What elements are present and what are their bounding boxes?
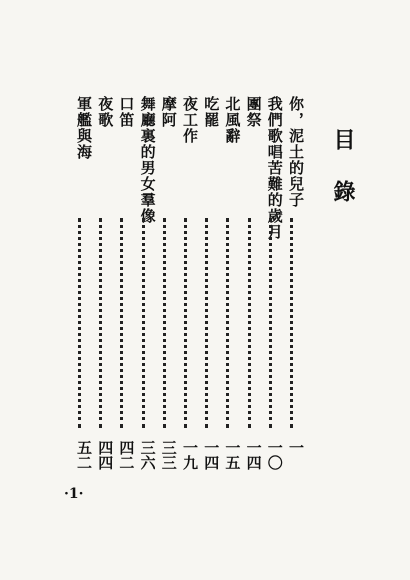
toc-entry-title: 夜歌 <box>96 96 115 128</box>
toc-dot-leader <box>120 218 133 428</box>
toc-entry-title: 吃罷 <box>202 96 221 128</box>
toc-entry <box>179 96 201 476</box>
toc-dot-leader <box>78 218 91 428</box>
toc-entry-title: 口笛 <box>117 96 136 128</box>
toc-entry-page: 四二 <box>117 440 136 470</box>
page-number: ·1· <box>64 486 84 502</box>
toc-entry-title: 你，泥土的兒子 <box>287 96 305 208</box>
toc-entry-page: 五二 <box>75 440 93 470</box>
toc-entry <box>158 96 180 476</box>
toc-entry-page: 一四 <box>202 440 221 470</box>
toc-dot-leader <box>248 218 261 428</box>
toc-entry-title: 舞廳裏的男女羣像 <box>138 96 157 224</box>
toc-entry-page: 一五 <box>223 440 242 470</box>
toc-entry-title: 團祭 <box>244 96 263 128</box>
toc-entry <box>243 96 265 476</box>
toc-entry-page: 一九 <box>181 440 199 470</box>
toc-entry <box>73 96 95 476</box>
toc-entry-title: 我們歌唱苦難的歲月 <box>265 96 284 240</box>
toc-entry <box>200 96 222 476</box>
toc-dot-leader <box>205 218 218 428</box>
toc-dot-leader <box>142 218 155 428</box>
toc-entry <box>285 96 307 476</box>
toc-entry-title: 夜工作 <box>181 96 199 144</box>
toc-dot-leader <box>269 218 282 428</box>
toc-entry-page: 一〇 <box>265 440 284 470</box>
toc-dot-leader <box>290 218 303 428</box>
toc-dot-leader <box>226 218 239 428</box>
toc-entry <box>137 96 159 476</box>
toc-entry-page: 四四 <box>96 440 115 470</box>
toc-entry-page: 三六 <box>138 440 157 470</box>
toc-dot-leader <box>99 218 112 428</box>
toc-entry-page: 一 <box>287 440 305 455</box>
toc-entry <box>115 96 137 476</box>
toc-heading: 目錄 <box>330 128 356 232</box>
toc-entry-page: 三三 <box>159 440 178 470</box>
toc-entry <box>221 96 243 476</box>
toc-entry <box>94 96 116 476</box>
toc-entry <box>264 96 286 476</box>
toc-entry-title: 北風辭 <box>223 96 242 144</box>
toc-entry-title: 摩阿 <box>159 96 178 128</box>
toc-entry-title: 軍艦與海 <box>75 96 93 160</box>
toc-entry-page: 一四 <box>244 440 263 470</box>
toc-dot-leader <box>163 218 176 428</box>
toc-dot-leader <box>184 218 197 428</box>
